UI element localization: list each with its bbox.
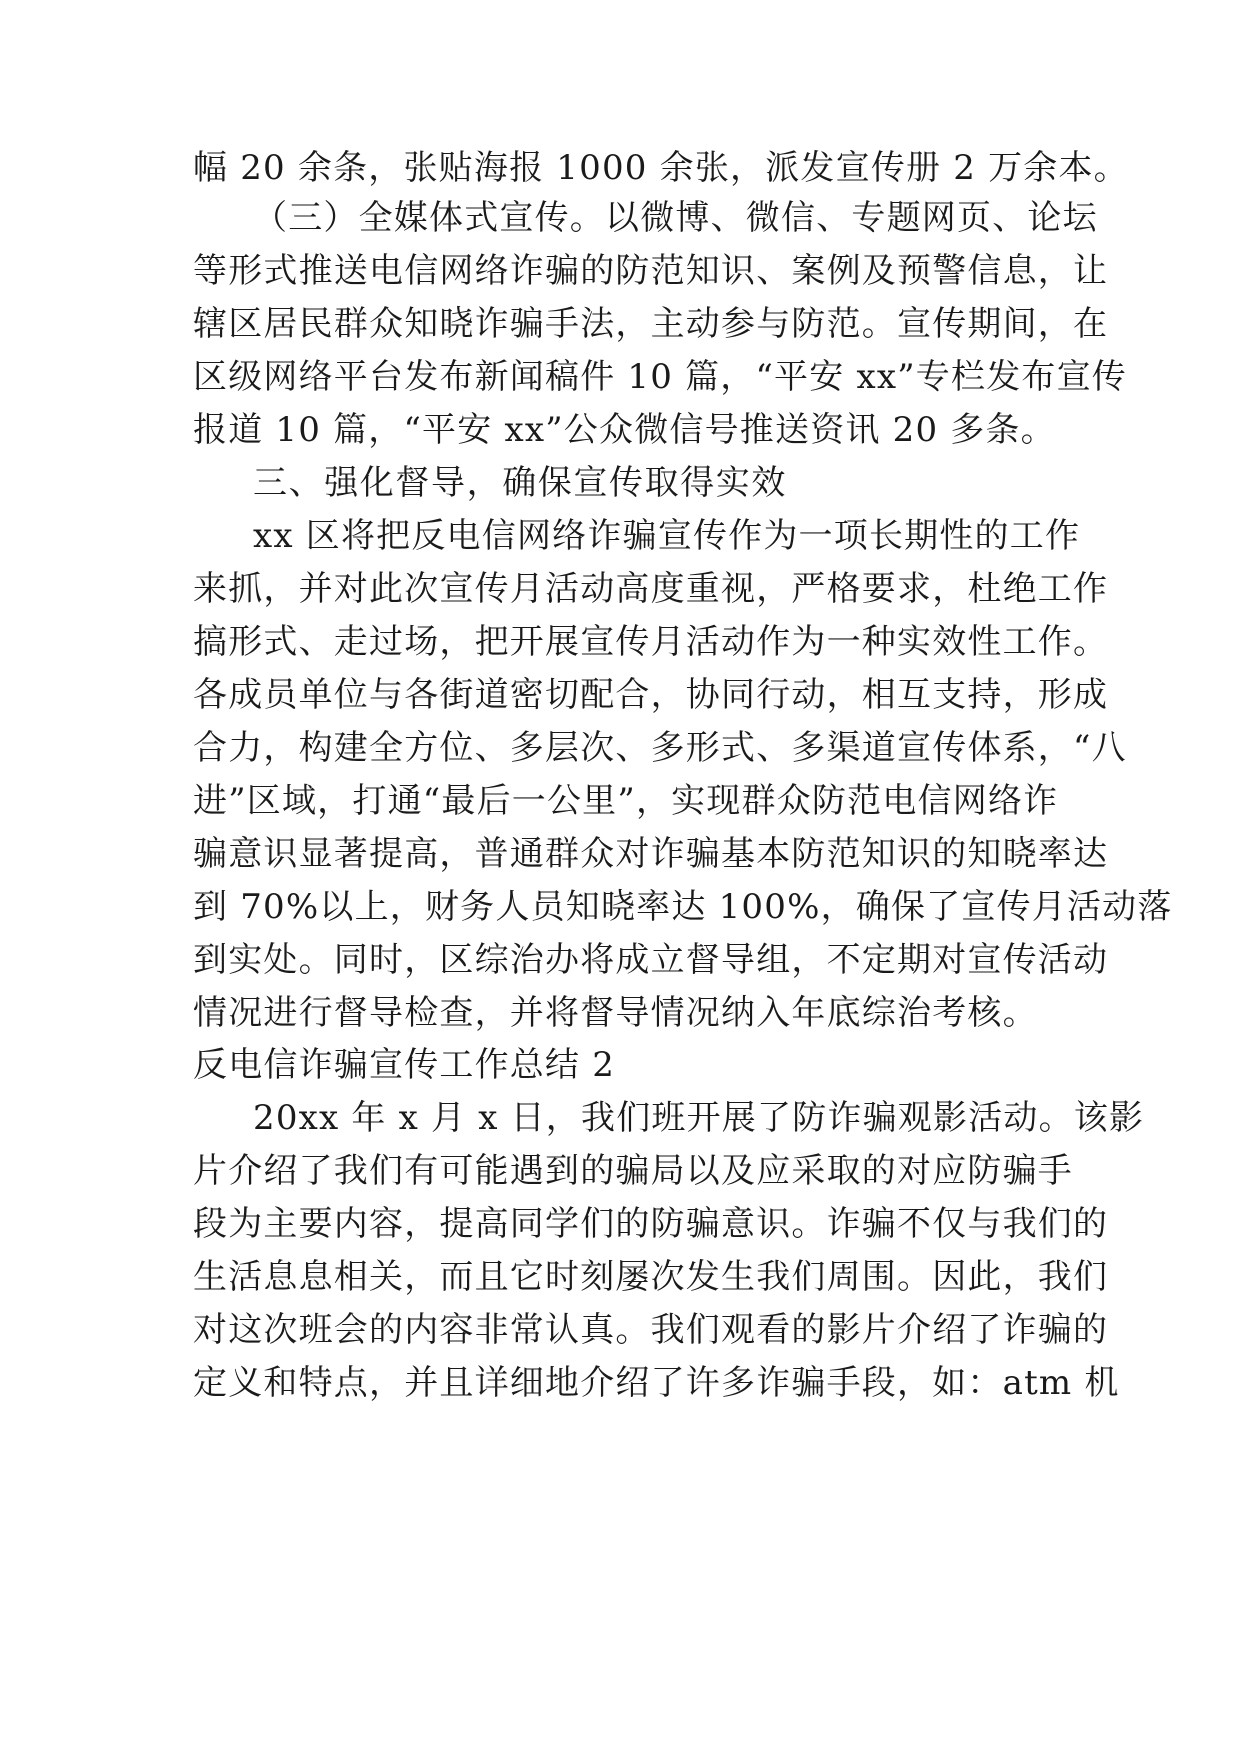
document-title: 反电信诈骗宣传工作总结 2 — [193, 1045, 616, 1085]
text-line: 搞形式、走过场，把开展宣传月活动作为一种实效性工作。 — [193, 622, 1109, 662]
text-line: 20xx 年 x 月 x 日，我们班开展了防诈骗观影活动。该影 — [253, 1098, 1145, 1138]
text-line: 辖区居民群众知晓诈骗手法，主动参与防范。宣传期间，在 — [193, 304, 1109, 344]
text-line: 段为主要内容，提高同学们的防骗意识。诈骗不仅与我们的 — [193, 1204, 1109, 1244]
text-line: 区级网络平台发布新闻稿件 10 篇，“平安 xx”专栏发布宣传 — [193, 357, 1127, 397]
text-line: 骗意识显著提高，普通群众对诈骗基本防范知识的知晓率达 — [193, 834, 1109, 874]
text-line: 生活息息相关，而且它时刻屡次发生我们周围。因此，我们 — [193, 1257, 1109, 1297]
text-line: 情况进行督导检查，并将督导情况纳入年底综治考核。 — [193, 993, 1038, 1033]
text-line: 对这次班会的内容非常认真。我们观看的影片介绍了诈骗的 — [193, 1310, 1109, 1350]
text-line: 来抓，并对此次宣传月活动高度重视，严格要求，杜绝工作 — [193, 569, 1109, 609]
text-line: 等形式推送电信网络诈骗的防范知识、案例及预警信息，让 — [193, 251, 1109, 291]
section-heading: 三、强化督导，确保宣传取得实效 — [253, 463, 787, 503]
text-line: 定义和特点，并且详细地介绍了许多诈骗手段，如：atm 机 — [193, 1363, 1120, 1403]
text-line: xx 区将把反电信网络诈骗宣传作为一项长期性的工作 — [253, 516, 1081, 556]
text-line: 报道 10 篇，“平安 xx”公众微信号推送资讯 20 多条。 — [193, 410, 1056, 450]
text-line: 幅 20 余条，张贴海报 1000 余张，派发宣传册 2 万余本。 — [193, 148, 1129, 188]
text-line: 到实处。同时，区综治办将成立督导组，不定期对宣传活动 — [193, 940, 1109, 980]
text-line: （三）全媒体式宣传。以微博、微信、专题网页、论坛 — [253, 198, 1098, 238]
text-line: 合力，构建全方位、多层次、多形式、多渠道宣传体系，“八 — [193, 728, 1127, 768]
text-line: 进”区域，打通“最后一公里”，实现群众防范电信网络诈 — [193, 781, 1059, 821]
text-line: 片介绍了我们有可能遇到的骗局以及应采取的对应防骗手 — [193, 1151, 1073, 1191]
text-line: 到 70%以上，财务人员知晓率达 100%，确保了宣传月活动落 — [193, 887, 1173, 927]
text-line: 各成员单位与各街道密切配合，协同行动，相互支持，形成 — [193, 675, 1109, 715]
